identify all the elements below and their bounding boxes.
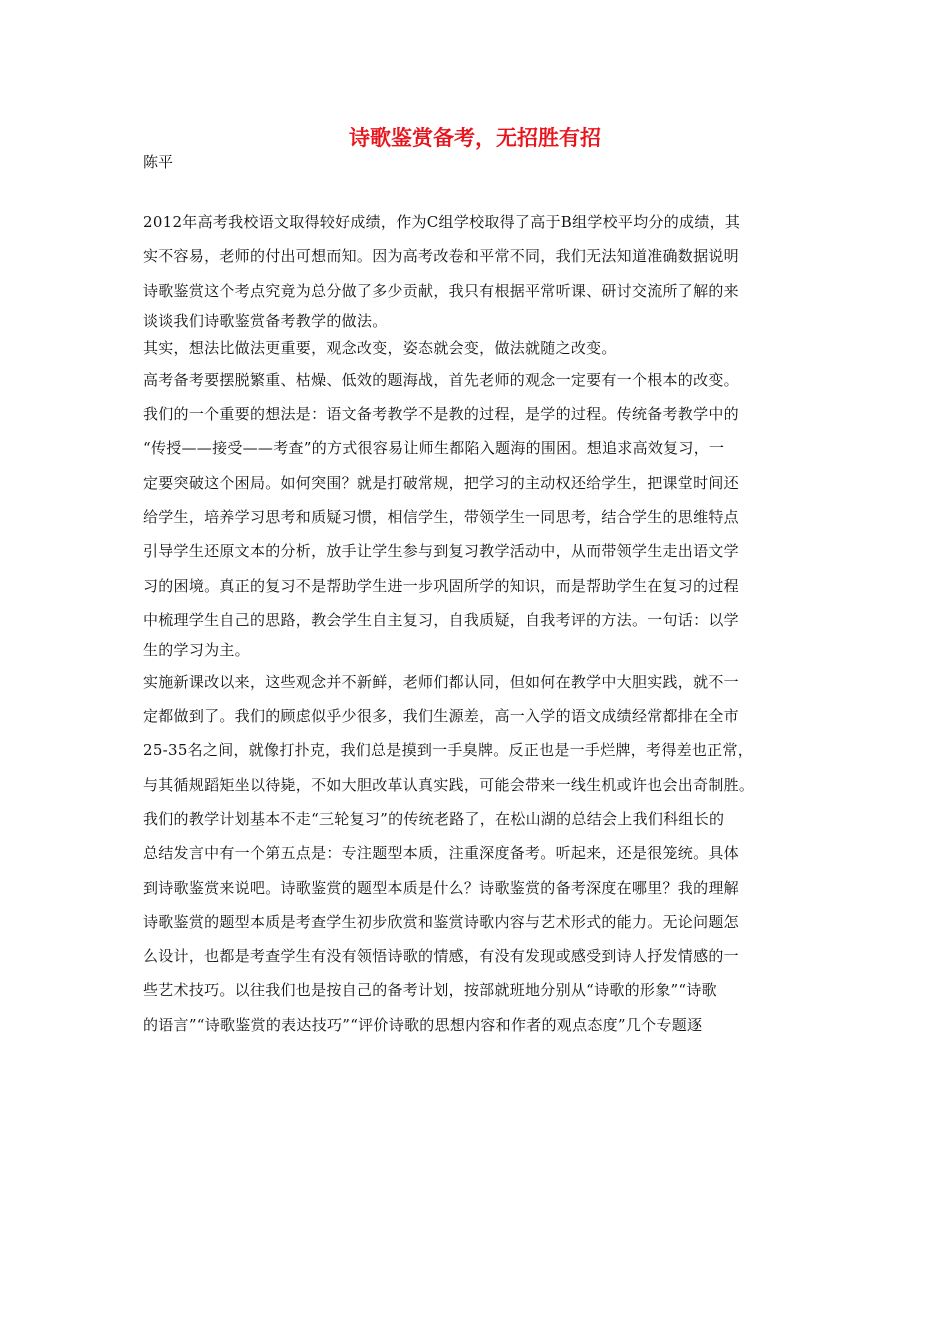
body-line: 实施新课改以来，这些观念并不新鲜，老师们都认同，但如何在教学中大胆实践，就不一: [143, 672, 739, 691]
body-line: 25-35名之间，就像打扑克，我们总是摸到一手臭牌。反正也是一手烂牌，考得差也正常，: [143, 741, 754, 760]
body-line: 我们的教学计划基本不走“三轮复习”的传统老路了，在松山湖的总结会上我们科组长的: [143, 809, 725, 828]
document-body: [143, 205, 809, 1042]
author-name: 陈平: [143, 153, 174, 171]
body-line: 2012年高考我校语文取得较好成绩，作为C组学校取得了高于B组学校平均分的成绩，其: [143, 213, 741, 231]
body-line: 我们的一个重要的想法是：语文备考教学不是教的过程，是学的过程。传统备考教学中的: [143, 405, 739, 424]
body-line: 实不容易，老师的付出可想而知。因为高考改卷和平常不同，我们无法知道准确数据说明: [143, 247, 739, 266]
body-line: 定要突破这个困局。如何突围？就是打破常规，把学习的主动权还给学生，把课堂时间还: [143, 473, 739, 492]
document-title: 诗歌鉴赏备考，无招胜有招: [349, 125, 601, 150]
body-line: “传授——接受——考查”的方式很容易让师生都陷入题海的围困。想追求高效复习，一: [143, 439, 725, 458]
body-line: 诗歌鉴赏这个考点究竟为总分做了多少贡献，我只有根据平常听课、研讨交流所了解的来: [143, 281, 739, 300]
body-line: 的语言”“诗歌鉴赏的表达技巧”“评价诗歌的思想内容和作者的观点态度”几个专题逐: [143, 1015, 703, 1034]
body-line: 到诗歌鉴赏来说吧。诗歌鉴赏的题型本质是什么？诗歌鉴赏的备考深度在哪里？我的理解: [143, 878, 739, 897]
body-line: 与其循规蹈矩坐以待毙，不如大胆改革认真实践，可能会带来一线生机或许也会出奇制胜。: [143, 775, 755, 794]
body-line: 总结发言中有一个第五点是：专注题型本质，注重深度备考。听起来，还是很笼统。具体: [143, 844, 739, 863]
body-line: 谈谈我们诗歌鉴赏备考教学的做法。: [143, 311, 388, 330]
body-line: 些艺术技巧。以往我们也是按自己的备考计划，按部就班地分别从“诗歌的形象”“诗歌: [143, 981, 717, 1000]
body-line: 诗歌鉴赏的题型本质是考查学生初步欣赏和鉴赏诗歌内容与艺术形式的能力。无论问题怎: [143, 912, 739, 931]
body-line: 习的困境。真正的复习不是帮助学生进一步巩固所学的知识，而是帮助学生在复习的过程: [143, 576, 739, 595]
body-line: 高考备考要摆脱繁重、枯燥、低效的题海战，首先老师的观念一定要有一个根本的改变。: [143, 370, 739, 389]
body-line: 给学生，培养学习思考和质疑习惯，相信学生，带领学生一同思考，结合学生的思维特点: [143, 508, 739, 527]
body-line: 定都做到了。我们的顾虑似乎少很多，我们生源差，高一入学的语文成绩经常都排在全市: [143, 707, 739, 726]
body-line: 中梳理学生自己的思路，教会学生自主复习，自我质疑，自我考评的方法。一句话：以学: [143, 610, 739, 629]
body-line: 引导学生还原文本的分析，放手让学生参与到复习教学活动中，从而带领学生走出语文学: [143, 542, 739, 561]
body-line: 么设计，也都是考查学生有没有领悟诗歌的情感，有没有发现或感受到诗人抒发情感的一: [143, 947, 739, 966]
body-line: 其实，想法比做法更重要，观念改变，姿态就会变，做法就随之改变。: [143, 339, 617, 358]
body-line: 生的学习为主。: [143, 641, 250, 660]
